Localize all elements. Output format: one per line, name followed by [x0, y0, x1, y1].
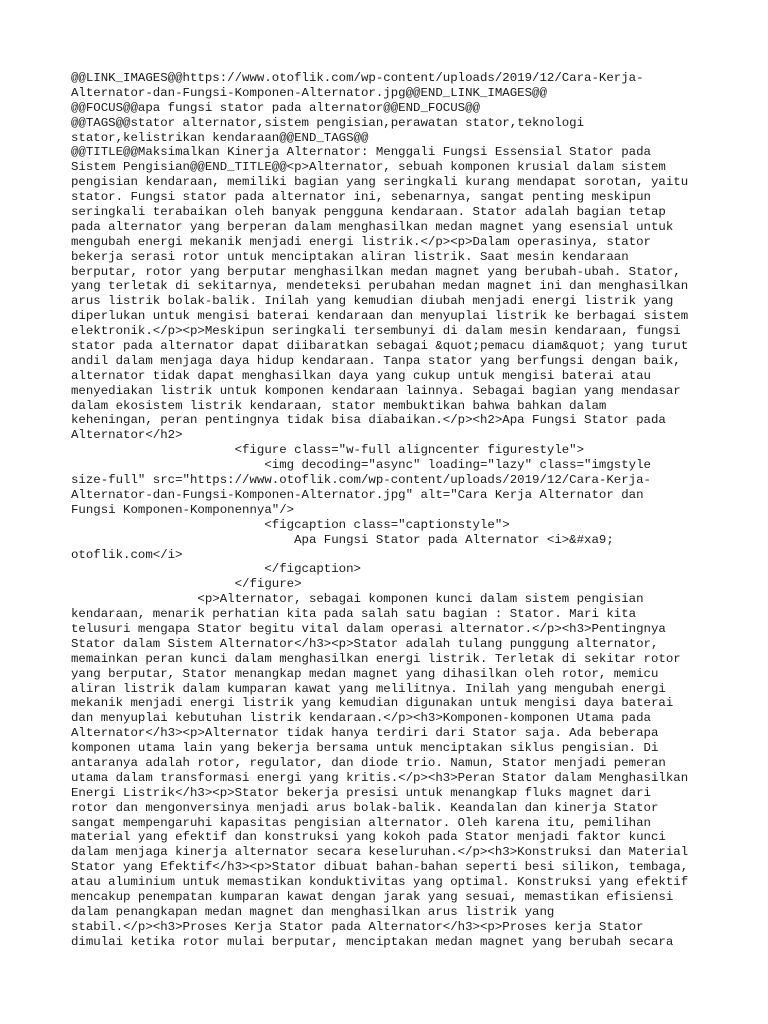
document-line: mencakup penempatan kumparan kawat dengan jarak yang sesuai, memastikan efisiensi: [71, 889, 674, 904]
document-line: rotor dan mengonversinya menjadi arus bolak-balik. Keandalan dan kinerja Stator: [71, 800, 659, 815]
document-line: Apa Fungsi Stator pada Alternator <i>&#xa9;: [71, 532, 614, 547]
document-line: @@TAGS@@stator alternator,sistem pengisian,perawatan stator,teknologi: [71, 115, 585, 130]
document-line: @@FOCUS@@apa fungsi stator pada alternator@@END_FOCUS@@: [71, 100, 480, 115]
document-line: mengubah energi mekanik menjadi energi listrik.</p><p>Dalam operasinya, stator: [71, 234, 651, 249]
document-line: </figcaption>: [71, 562, 361, 577]
document-line: keheningan, peran pentingnya tidak bisa diabaikan.</p><h2>Apa Fungsi Stator pada: [71, 413, 666, 428]
document-line: menyediakan listrik untuk komponen kendaraan lainnya. Sebagai bagian yang mendasar: [71, 383, 681, 398]
document-line: diperlukan untuk mengisi baterai kendaraan dan menyuplai listrik ke berbagai sistem: [71, 309, 689, 324]
document-line: aliran listrik dalam kumparan kawat yang melilitnya. Inilah yang mengubah energi: [71, 681, 666, 696]
document-line: </figure>: [71, 577, 302, 592]
document-line: <img decoding="async" loading="lazy" class="imgstyle: [71, 458, 651, 473]
document-line: sangat mempengaruhi kapasitas pengisian alternator. Oleh karena itu, pemilihan: [71, 815, 651, 830]
document-line: Energi Listrik</h3><p>Stator bekerja presisi untuk menangkap fluks magnet dari: [71, 785, 651, 800]
document-line: seringkali terabaikan oleh banyak pengguna kendaraan. Stator adalah bagian tetap: [71, 205, 666, 220]
document-line: stator. Fungsi stator pada alternator ini, sebenarnya, sangat penting meskipun: [71, 190, 651, 205]
document-line: size-full" src="https://www.otoflik.com/wp-content/uploads/2019/12/Cara-Kerja-: [71, 473, 651, 488]
document-line: dalam penangkapan medan magnet dan menghasilkan arus listrik yang: [71, 904, 555, 919]
document-line: atau aluminium untuk memastikan konduktivitas yang optimal. Konstruksi yang efektif: [71, 875, 689, 890]
document-line: arus listrik bolak-balik. Inilah yang kemudian diubah menjadi energi listrik yang: [71, 294, 674, 309]
document-line: material yang efektif dan konstruksi yang kokoh pada Stator menjadi faktor kunci: [71, 830, 666, 845]
document-line: telusuri mengapa Stator begitu vital dalam operasi alternator.</p><h3>Pentingnya: [71, 621, 666, 636]
document-line: stator pada alternator dapat diibaratkan sebagai &quot;pemacu diam&quot; yang turut: [71, 339, 689, 354]
document-line: <figure class="w-full aligncenter figurestyle">: [71, 443, 585, 458]
document-line: memainkan peran kunci dalam menghasilkan energi listrik. Terletak di sekitar rotor: [71, 651, 681, 666]
document-line: @@LINK_IMAGES@@https://www.otoflik.com/wp-content/uploads/2019/12/Cara-Kerja-: [71, 71, 644, 85]
document-line: pengisian kendaraan, memiliki bagian yang seringkali kurang mendapat sorotan, yaitu: [71, 175, 689, 190]
document-line: Alternator-dan-Fungsi-Komponen-Alternator.jpg@@END_LINK_IMAGES@@: [71, 85, 547, 100]
document-line: Alternator</h2>: [71, 428, 183, 443]
document-line: @@TITLE@@Maksimalkan Kinerja Alternator: Menggali Fungsi Essensial Stator pada: [71, 145, 651, 160]
document-line: <p>Alternator, sebagai komponen kunci dalam sistem pengisian: [71, 592, 644, 607]
document-line: komponen utama lain yang bekerja bersama untuk menciptakan siklus pengisian. Di: [71, 741, 659, 756]
document-line: utama dalam transformasi energi yang kritis.</p><h3>Peran Stator dalam Menghasilkan: [71, 770, 689, 785]
document-line: mekanik menjadi energi listrik yang kemudian digunakan untuk mengisi daya baterai: [71, 696, 674, 711]
document-line: otoflik.com</i>: [71, 547, 183, 562]
document-line: Stator yang Efektif</h3><p>Stator dibuat bahan-bahan seperti besi silikon, tembaga,: [71, 860, 689, 875]
document-line: Sistem Pengisian@@END_TITLE@@<p>Alternator, sebuah komponen krusial dalam sistem: [71, 160, 666, 175]
document-line: stabil.</p><h3>Proses Kerja Stator pada Alternator</h3><p>Proses kerja Stator: [71, 919, 644, 934]
document-line: Alternator-dan-Fungsi-Komponen-Alternator.jpg" alt="Cara Kerja Alternator dan: [71, 487, 644, 502]
document-line: elektronik.</p><p>Meskipun seringkali tersembunyi di dalam mesin kendaraan, fungsi: [71, 324, 681, 339]
document-line: andil dalam menjaga daya hidup kendaraan. Tanpa stator yang berfungsi dengan baik,: [71, 353, 681, 368]
document-line: <figcaption class="captionstyle">: [71, 517, 510, 532]
document-line: dimulai ketika rotor mulai berputar, menciptakan medan magnet yang berubah secara: [71, 934, 674, 949]
document-line: Fungsi Komponen-Komponennya"/>: [71, 502, 295, 517]
document-line: dalam menjaga kinerja alternator secara keseluruhan.</p><h3>Konstruksi dan Material: [71, 845, 689, 860]
document-line: stator,kelistrikan kendaraan@@END_TAGS@@: [71, 130, 369, 145]
document-line: Alternator</h3><p>Alternator tidak hanya terdiri dari Stator saja. Ada beberapa: [71, 726, 659, 741]
document-line: alternator tidak dapat menghasilkan daya yang cukup untuk mengisi baterai atau: [71, 368, 651, 383]
document-line: antaranya adalah rotor, regulator, dan diode trio. Namun, Stator menjadi pemeran: [71, 755, 666, 770]
document-line: dalam ekosistem listrik kendaraan, stator membuktikan bahwa bahkan dalam: [71, 398, 607, 413]
raw-text-document: [71, 71, 705, 950]
document-line: pada alternator yang berperan dalam menghasilkan medan magnet yang esensial untuk: [71, 219, 674, 234]
document-line: yang terletak di sekitarnya, mendeteksi perubahan medan magnet ini dan menghasilkan: [71, 279, 689, 294]
document-line: dan menyuplai kebutuhan listrik kendaraan.</p><h3>Komponen-komponen Utama pada: [71, 711, 651, 726]
document-line: berputar, rotor yang berputar menghasilkan medan magnet yang berubah-ubah. Stator,: [71, 264, 681, 279]
document-line: yang berputar, Stator menangkap medan magnet yang dihasilkan oleh rotor, memicu: [71, 666, 659, 681]
document-line: Stator dalam Sistem Alternator</h3><p>Stator adalah tulang punggung alternator,: [71, 636, 659, 651]
document-line: kendaraan, menarik perhatian kita pada salah satu bagian : Stator. Mari kita: [71, 607, 637, 622]
document-line: bekerja serasi rotor untuk menciptakan aliran listrik. Saat mesin kendaraan: [71, 249, 629, 264]
